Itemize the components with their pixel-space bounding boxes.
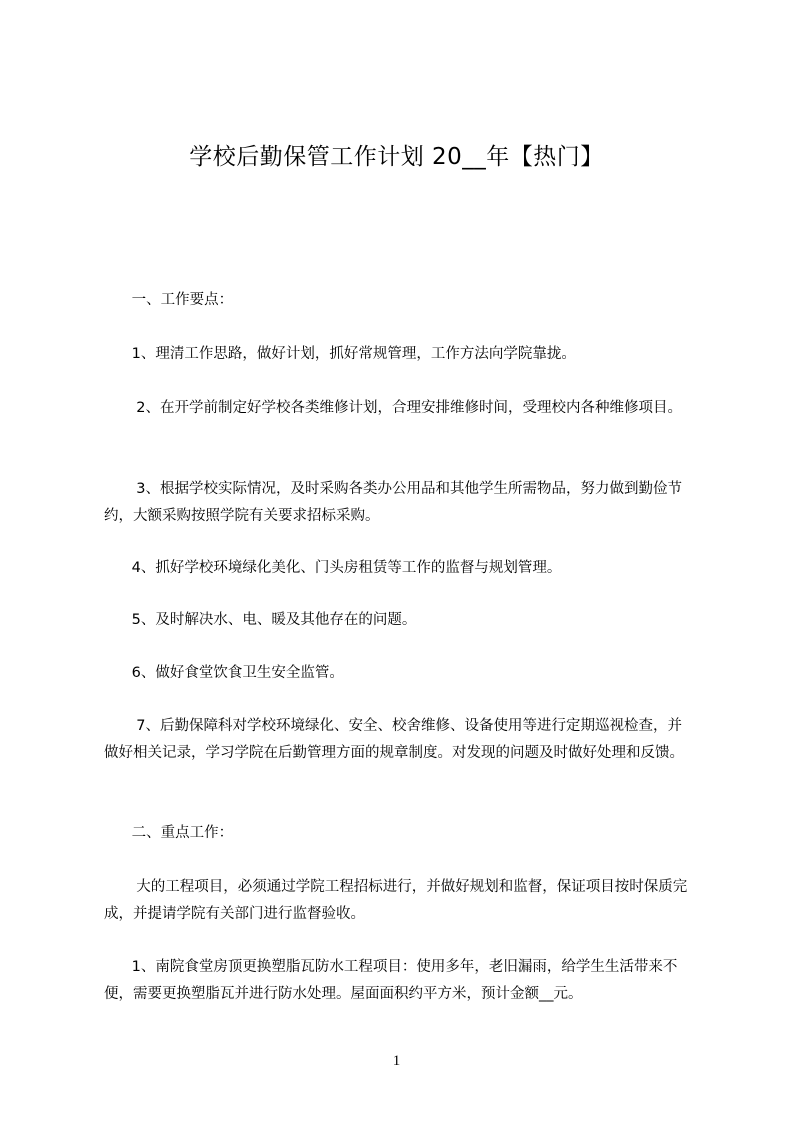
page-number: 1 xyxy=(392,1053,401,1069)
document-title: 学校后勤保管工作计划 20__年【热门】 xyxy=(189,144,604,170)
paragraph-item-6: 6、做好食堂饮食卫生安全监管。 xyxy=(104,665,344,681)
paragraph-item-3: 3、根据学校实际情况，及时采购各类办公用品和其他学生所需物品，努力做到勤俭节约，大额采购按照学院有关要求招标采购。 xyxy=(104,481,682,524)
section-heading-key-work: 二、重点工作： xyxy=(104,825,234,841)
paragraph-item-2: 2、在开学前制定好学校各类维修计划，合理安排维修时间，受理校内各种维修项目。 xyxy=(104,400,682,416)
section-heading-work-points: 一、工作要点： xyxy=(104,292,234,308)
paragraph-item-5: 5、及时解决水、电、暖及其他存在的问题。 xyxy=(104,612,417,628)
paragraph-item-4: 4、抓好学校环境绿化美化、门头房租赁等工作的监督与规划管理。 xyxy=(104,560,562,576)
paragraph-major-projects: 大的工程项目，必须通过学院工程招标进行，并做好规划和监督，保证项目按时保质完成，并提请学院有关部门进行监督验收。 xyxy=(104,879,688,922)
paragraph-project-1: 1、南院食堂房顶更换塑脂瓦防水工程项目：使用多年，老旧漏雨，给学生生活带来不便，需要更换塑脂瓦并进行防水处理。屋面面积约平方米，预计金额__元。 xyxy=(104,959,678,1002)
paragraph-item-1: 1、理清工作思路，做好计划，抓好常规管理，工作方法向学院靠拢。 xyxy=(104,346,576,362)
paragraph-item-7: 7、后勤保障科对学校环境绿化、安全、校舍维修、设备使用等进行定期巡视检查，并做好相关记录，学习学院在后勤管理方面的规章制度。对发现的问题及时做好处理和反馈。 xyxy=(104,718,684,761)
